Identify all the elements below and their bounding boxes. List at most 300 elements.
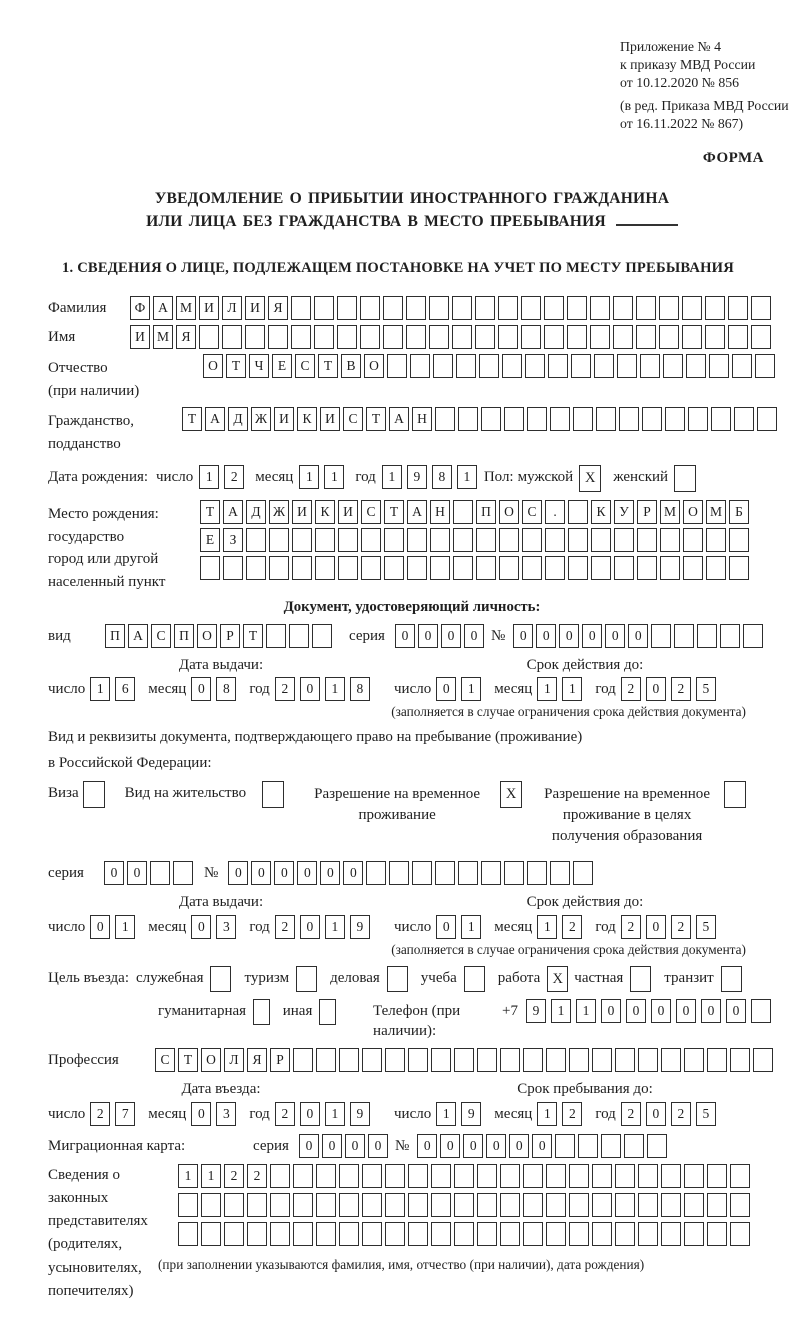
char-cell[interactable]: Я	[268, 296, 288, 320]
char-cell[interactable]: Р	[270, 1048, 290, 1072]
char-cell[interactable]	[178, 1193, 198, 1217]
char-cell[interactable]	[458, 407, 478, 431]
purpose-tourism-checkbox[interactable]	[296, 966, 317, 992]
expiry-day-cells[interactable]	[436, 677, 486, 701]
char-cell[interactable]	[683, 528, 703, 552]
char-cell[interactable]: 1	[562, 677, 582, 701]
char-cell[interactable]	[429, 325, 449, 349]
char-cell[interactable]: П	[476, 500, 496, 524]
char-cell[interactable]: 5	[696, 677, 716, 701]
char-cell[interactable]	[615, 1193, 635, 1217]
char-cell[interactable]	[590, 296, 610, 320]
char-cell[interactable]: 2	[247, 1164, 267, 1188]
char-cell[interactable]	[569, 1222, 589, 1246]
char-cell[interactable]	[568, 500, 588, 524]
char-cell[interactable]	[751, 296, 771, 320]
char-cell[interactable]	[408, 1164, 428, 1188]
char-cell[interactable]: А	[407, 500, 427, 524]
char-cell[interactable]: 3	[216, 915, 236, 939]
char-cell[interactable]	[707, 1048, 727, 1072]
char-cell[interactable]	[314, 296, 334, 320]
char-cell[interactable]: 0	[626, 999, 646, 1023]
char-cell[interactable]	[454, 1048, 474, 1072]
char-cell[interactable]: 9	[350, 915, 370, 939]
char-cell[interactable]	[408, 1048, 428, 1072]
char-cell[interactable]: 0	[605, 624, 625, 648]
char-cell[interactable]	[591, 556, 611, 580]
issue-month-cells[interactable]	[191, 677, 241, 701]
stay-day-cells[interactable]	[436, 1102, 486, 1126]
char-cell[interactable]	[481, 407, 501, 431]
char-cell[interactable]: 1	[537, 915, 557, 939]
char-cell[interactable]: П	[105, 624, 125, 648]
char-cell[interactable]: 0	[368, 1134, 388, 1158]
char-cell[interactable]	[410, 354, 430, 378]
char-cell[interactable]: А	[128, 624, 148, 648]
char-cell[interactable]	[385, 1164, 405, 1188]
entry-month-cells[interactable]	[191, 1102, 241, 1126]
char-cell[interactable]	[546, 1193, 566, 1217]
char-cell[interactable]: 1	[537, 677, 557, 701]
char-cell[interactable]	[201, 1193, 221, 1217]
char-cell[interactable]	[431, 1048, 451, 1072]
char-cell[interactable]	[522, 528, 542, 552]
char-cell[interactable]	[337, 296, 357, 320]
stay-month-cells[interactable]	[537, 1102, 587, 1126]
char-cell[interactable]	[458, 861, 478, 885]
char-cell[interactable]	[339, 1193, 359, 1217]
char-cell[interactable]	[684, 1193, 704, 1217]
char-cell[interactable]: П	[174, 624, 194, 648]
char-cell[interactable]: 0	[417, 1134, 437, 1158]
char-cell[interactable]: 5	[696, 915, 716, 939]
char-cell[interactable]: 1	[90, 677, 110, 701]
char-cell[interactable]: 0	[559, 624, 579, 648]
migration-series-cells[interactable]	[299, 1134, 391, 1158]
char-cell[interactable]	[709, 354, 729, 378]
char-cell[interactable]: 0	[395, 624, 415, 648]
char-cell[interactable]	[638, 1222, 658, 1246]
char-cell[interactable]	[477, 1222, 497, 1246]
char-cell[interactable]: Р	[637, 500, 657, 524]
char-cell[interactable]	[499, 556, 519, 580]
char-cell[interactable]	[435, 407, 455, 431]
char-cell[interactable]	[173, 861, 193, 885]
char-cell[interactable]	[638, 1193, 658, 1217]
char-cell[interactable]	[339, 1222, 359, 1246]
char-cell[interactable]	[729, 528, 749, 552]
char-cell[interactable]	[385, 1193, 405, 1217]
char-cell[interactable]: 8	[216, 677, 236, 701]
char-cell[interactable]: Т	[178, 1048, 198, 1072]
char-cell[interactable]: 2	[90, 1102, 110, 1126]
char-cell[interactable]: О	[364, 354, 384, 378]
char-cell[interactable]	[383, 296, 403, 320]
char-cell[interactable]	[661, 1193, 681, 1217]
char-cell[interactable]	[223, 556, 243, 580]
char-cell[interactable]	[568, 528, 588, 552]
char-cell[interactable]: 8	[432, 465, 452, 489]
char-cell[interactable]: 0	[90, 915, 110, 939]
birth-day-cells[interactable]	[199, 465, 249, 489]
char-cell[interactable]	[688, 407, 708, 431]
char-cell[interactable]	[661, 1222, 681, 1246]
char-cell[interactable]	[498, 325, 518, 349]
char-cell[interactable]	[550, 861, 570, 885]
char-cell[interactable]	[384, 528, 404, 552]
char-cell[interactable]	[454, 1193, 474, 1217]
char-cell[interactable]	[293, 1222, 313, 1246]
char-cell[interactable]	[435, 861, 455, 885]
char-cell[interactable]: А	[389, 407, 409, 431]
char-cell[interactable]	[224, 1193, 244, 1217]
char-cell[interactable]	[500, 1048, 520, 1072]
char-cell[interactable]: 1	[382, 465, 402, 489]
char-cell[interactable]	[545, 528, 565, 552]
char-cell[interactable]	[452, 296, 472, 320]
char-cell[interactable]	[362, 1048, 382, 1072]
char-cell[interactable]: Ж	[251, 407, 271, 431]
char-cell[interactable]: 1	[436, 1102, 456, 1126]
char-cell[interactable]	[615, 1164, 635, 1188]
char-cell[interactable]: 0	[701, 999, 721, 1023]
char-cell[interactable]: И	[130, 325, 150, 349]
char-cell[interactable]: 1	[199, 465, 219, 489]
char-cell[interactable]	[546, 1164, 566, 1188]
char-cell[interactable]	[504, 407, 524, 431]
char-cell[interactable]: 0	[299, 1134, 319, 1158]
surname-cells[interactable]	[130, 296, 774, 320]
char-cell[interactable]	[640, 354, 660, 378]
char-cell[interactable]: 7	[115, 1102, 135, 1126]
char-cell[interactable]	[601, 1134, 621, 1158]
char-cell[interactable]	[361, 556, 381, 580]
char-cell[interactable]	[573, 861, 593, 885]
char-cell[interactable]: 0	[509, 1134, 529, 1158]
char-cell[interactable]: С	[295, 354, 315, 378]
option-temp-residence-education-checkbox[interactable]	[724, 781, 746, 808]
char-cell[interactable]	[578, 1134, 598, 1158]
char-cell[interactable]	[477, 1193, 497, 1217]
char-cell[interactable]: 2	[562, 1102, 582, 1126]
char-cell[interactable]: 0	[300, 915, 320, 939]
char-cell[interactable]: 0	[343, 861, 363, 885]
char-cell[interactable]	[730, 1193, 750, 1217]
stay-year-cells[interactable]	[621, 1102, 721, 1126]
char-cell[interactable]: 2	[671, 677, 691, 701]
char-cell[interactable]: О	[197, 624, 217, 648]
char-cell[interactable]	[224, 1222, 244, 1246]
char-cell[interactable]	[412, 861, 432, 885]
char-cell[interactable]: 0	[322, 1134, 342, 1158]
char-cell[interactable]: И	[338, 500, 358, 524]
char-cell[interactable]: 1	[201, 1164, 221, 1188]
char-cell[interactable]	[743, 624, 763, 648]
char-cell[interactable]: 0	[464, 624, 484, 648]
issue-day-cells[interactable]	[90, 677, 140, 701]
char-cell[interactable]: 1	[299, 465, 319, 489]
representatives-row2-cells[interactable]	[178, 1193, 753, 1217]
char-cell[interactable]: 0	[513, 624, 533, 648]
char-cell[interactable]: М	[153, 325, 173, 349]
char-cell[interactable]	[617, 354, 637, 378]
char-cell[interactable]	[293, 1048, 313, 1072]
char-cell[interactable]	[366, 861, 386, 885]
entry-year-cells[interactable]	[275, 1102, 375, 1126]
char-cell[interactable]: Т	[366, 407, 386, 431]
issue-day-cells[interactable]	[90, 915, 140, 939]
char-cell[interactable]	[269, 528, 289, 552]
char-cell[interactable]	[569, 1164, 589, 1188]
char-cell[interactable]	[407, 556, 427, 580]
char-cell[interactable]: .	[545, 500, 565, 524]
expiry-year-cells[interactable]	[621, 677, 721, 701]
char-cell[interactable]	[684, 1164, 704, 1188]
char-cell[interactable]: Е	[200, 528, 220, 552]
char-cell[interactable]	[548, 354, 568, 378]
char-cell[interactable]: 1	[537, 1102, 557, 1126]
char-cell[interactable]: 0	[436, 915, 456, 939]
char-cell[interactable]	[642, 407, 662, 431]
char-cell[interactable]	[545, 556, 565, 580]
char-cell[interactable]: З	[223, 528, 243, 552]
char-cell[interactable]	[592, 1048, 612, 1072]
char-cell[interactable]: 2	[621, 677, 641, 701]
char-cell[interactable]	[592, 1222, 612, 1246]
char-cell[interactable]: С	[361, 500, 381, 524]
char-cell[interactable]: Б	[729, 500, 749, 524]
char-cell[interactable]	[499, 528, 519, 552]
char-cell[interactable]	[504, 861, 524, 885]
char-cell[interactable]: 1	[551, 999, 571, 1023]
char-cell[interactable]	[500, 1222, 520, 1246]
char-cell[interactable]	[661, 1164, 681, 1188]
char-cell[interactable]: 0	[646, 915, 666, 939]
char-cell[interactable]: 9	[350, 1102, 370, 1126]
char-cell[interactable]: 2	[562, 915, 582, 939]
char-cell[interactable]	[430, 528, 450, 552]
sex-male-checkbox[interactable]: X	[579, 465, 601, 492]
char-cell[interactable]: 1	[325, 677, 345, 701]
char-cell[interactable]: 0	[440, 1134, 460, 1158]
char-cell[interactable]	[453, 500, 473, 524]
char-cell[interactable]	[338, 528, 358, 552]
char-cell[interactable]	[362, 1222, 382, 1246]
identity-kind-cells[interactable]	[105, 624, 335, 648]
char-cell[interactable]: Н	[430, 500, 450, 524]
char-cell[interactable]	[270, 1193, 290, 1217]
char-cell[interactable]: А	[205, 407, 225, 431]
char-cell[interactable]: 0	[536, 624, 556, 648]
expiry-month-cells[interactable]	[537, 677, 587, 701]
char-cell[interactable]	[406, 325, 426, 349]
char-cell[interactable]: И	[245, 296, 265, 320]
char-cell[interactable]	[527, 861, 547, 885]
char-cell[interactable]: 0	[463, 1134, 483, 1158]
purpose-business-checkbox[interactable]	[387, 966, 408, 992]
char-cell[interactable]: М	[176, 296, 196, 320]
char-cell[interactable]	[659, 325, 679, 349]
purpose-private-checkbox[interactable]	[630, 966, 651, 992]
char-cell[interactable]	[730, 1222, 750, 1246]
representatives-row1-cells[interactable]	[178, 1164, 753, 1188]
char-cell[interactable]: Ф	[130, 296, 150, 320]
char-cell[interactable]	[430, 556, 450, 580]
char-cell[interactable]	[619, 407, 639, 431]
issue-year-cells[interactable]	[275, 677, 375, 701]
char-cell[interactable]	[613, 325, 633, 349]
char-cell[interactable]	[523, 1048, 543, 1072]
char-cell[interactable]	[523, 1164, 543, 1188]
purpose-other-checkbox[interactable]	[319, 999, 336, 1025]
given-name-cells[interactable]	[130, 325, 774, 349]
char-cell[interactable]	[728, 296, 748, 320]
char-cell[interactable]	[755, 354, 775, 378]
char-cell[interactable]	[592, 1193, 612, 1217]
identity-series-cells[interactable]	[395, 624, 487, 648]
char-cell[interactable]	[454, 1222, 474, 1246]
char-cell[interactable]	[452, 325, 472, 349]
char-cell[interactable]: 0	[228, 861, 248, 885]
char-cell[interactable]: С	[151, 624, 171, 648]
char-cell[interactable]	[682, 325, 702, 349]
char-cell[interactable]: Ч	[249, 354, 269, 378]
char-cell[interactable]	[247, 1222, 267, 1246]
char-cell[interactable]	[636, 325, 656, 349]
char-cell[interactable]: В	[341, 354, 361, 378]
char-cell[interactable]	[479, 354, 499, 378]
char-cell[interactable]	[707, 1164, 727, 1188]
char-cell[interactable]: 0	[191, 1102, 211, 1126]
char-cell[interactable]	[732, 354, 752, 378]
char-cell[interactable]	[385, 1222, 405, 1246]
char-cell[interactable]	[660, 556, 680, 580]
char-cell[interactable]	[614, 556, 634, 580]
char-cell[interactable]	[293, 1164, 313, 1188]
char-cell[interactable]: 0	[601, 999, 621, 1023]
char-cell[interactable]	[312, 624, 332, 648]
char-cell[interactable]	[730, 1048, 750, 1072]
char-cell[interactable]	[729, 556, 749, 580]
char-cell[interactable]	[291, 325, 311, 349]
char-cell[interactable]	[567, 325, 587, 349]
char-cell[interactable]	[337, 325, 357, 349]
char-cell[interactable]	[523, 1193, 543, 1217]
profession-cells[interactable]	[155, 1048, 776, 1072]
char-cell[interactable]	[383, 325, 403, 349]
char-cell[interactable]: Я	[176, 325, 196, 349]
char-cell[interactable]	[674, 624, 694, 648]
char-cell[interactable]: 0	[300, 1102, 320, 1126]
char-cell[interactable]: 5	[696, 1102, 716, 1126]
char-cell[interactable]	[266, 624, 286, 648]
char-cell[interactable]: 0	[104, 861, 124, 885]
char-cell[interactable]	[389, 861, 409, 885]
char-cell[interactable]: К	[315, 500, 335, 524]
char-cell[interactable]	[360, 325, 380, 349]
char-cell[interactable]: 0	[646, 677, 666, 701]
char-cell[interactable]	[757, 407, 777, 431]
char-cell[interactable]	[477, 1164, 497, 1188]
char-cell[interactable]	[546, 1222, 566, 1246]
option-residence-permit-checkbox[interactable]	[262, 781, 284, 808]
identity-number-cells[interactable]	[513, 624, 766, 648]
char-cell[interactable]	[339, 1048, 359, 1072]
char-cell[interactable]	[720, 624, 740, 648]
char-cell[interactable]: И	[199, 296, 219, 320]
char-cell[interactable]: 3	[216, 1102, 236, 1126]
char-cell[interactable]	[637, 556, 657, 580]
char-cell[interactable]: С	[343, 407, 363, 431]
char-cell[interactable]	[429, 296, 449, 320]
representatives-row3-cells[interactable]	[178, 1222, 753, 1246]
expiry-day-cells[interactable]	[436, 915, 486, 939]
char-cell[interactable]	[527, 407, 547, 431]
char-cell[interactable]	[596, 407, 616, 431]
char-cell[interactable]	[521, 296, 541, 320]
char-cell[interactable]: У	[614, 500, 634, 524]
char-cell[interactable]: 0	[628, 624, 648, 648]
char-cell[interactable]	[270, 1222, 290, 1246]
char-cell[interactable]	[316, 1164, 336, 1188]
char-cell[interactable]: Т	[200, 500, 220, 524]
char-cell[interactable]	[567, 296, 587, 320]
char-cell[interactable]	[431, 1193, 451, 1217]
char-cell[interactable]	[615, 1222, 635, 1246]
char-cell[interactable]	[615, 1048, 635, 1072]
expiry-month-cells[interactable]	[537, 915, 587, 939]
char-cell[interactable]	[613, 296, 633, 320]
char-cell[interactable]	[270, 1164, 290, 1188]
char-cell[interactable]	[624, 1134, 644, 1158]
citizenship-cells[interactable]	[182, 407, 780, 431]
char-cell[interactable]: 0	[726, 999, 746, 1023]
char-cell[interactable]	[730, 1164, 750, 1188]
char-cell[interactable]	[614, 528, 634, 552]
birth-place-row1-cells[interactable]	[200, 500, 752, 524]
char-cell[interactable]: 2	[671, 915, 691, 939]
char-cell[interactable]	[387, 354, 407, 378]
char-cell[interactable]: М	[660, 500, 680, 524]
char-cell[interactable]: 6	[115, 677, 135, 701]
char-cell[interactable]	[245, 325, 265, 349]
char-cell[interactable]: 0	[646, 1102, 666, 1126]
char-cell[interactable]	[665, 407, 685, 431]
option-temp-residence-checkbox[interactable]: X	[500, 781, 522, 808]
char-cell[interactable]	[711, 407, 731, 431]
char-cell[interactable]: 0	[582, 624, 602, 648]
char-cell[interactable]	[316, 1048, 336, 1072]
char-cell[interactable]: 0	[191, 677, 211, 701]
char-cell[interactable]	[475, 325, 495, 349]
char-cell[interactable]	[385, 1048, 405, 1072]
char-cell[interactable]: С	[522, 500, 542, 524]
entry-day-cells[interactable]	[90, 1102, 140, 1126]
char-cell[interactable]: 9	[461, 1102, 481, 1126]
char-cell[interactable]	[659, 296, 679, 320]
char-cell[interactable]: 9	[526, 999, 546, 1023]
char-cell[interactable]: 1	[325, 1102, 345, 1126]
char-cell[interactable]	[638, 1164, 658, 1188]
char-cell[interactable]	[555, 1134, 575, 1158]
char-cell[interactable]	[476, 556, 496, 580]
char-cell[interactable]	[454, 1164, 474, 1188]
residence-number-cells[interactable]	[228, 861, 596, 885]
sex-female-checkbox[interactable]	[674, 465, 696, 492]
char-cell[interactable]: М	[706, 500, 726, 524]
expiry-year-cells[interactable]	[621, 915, 721, 939]
char-cell[interactable]: 1	[324, 465, 344, 489]
